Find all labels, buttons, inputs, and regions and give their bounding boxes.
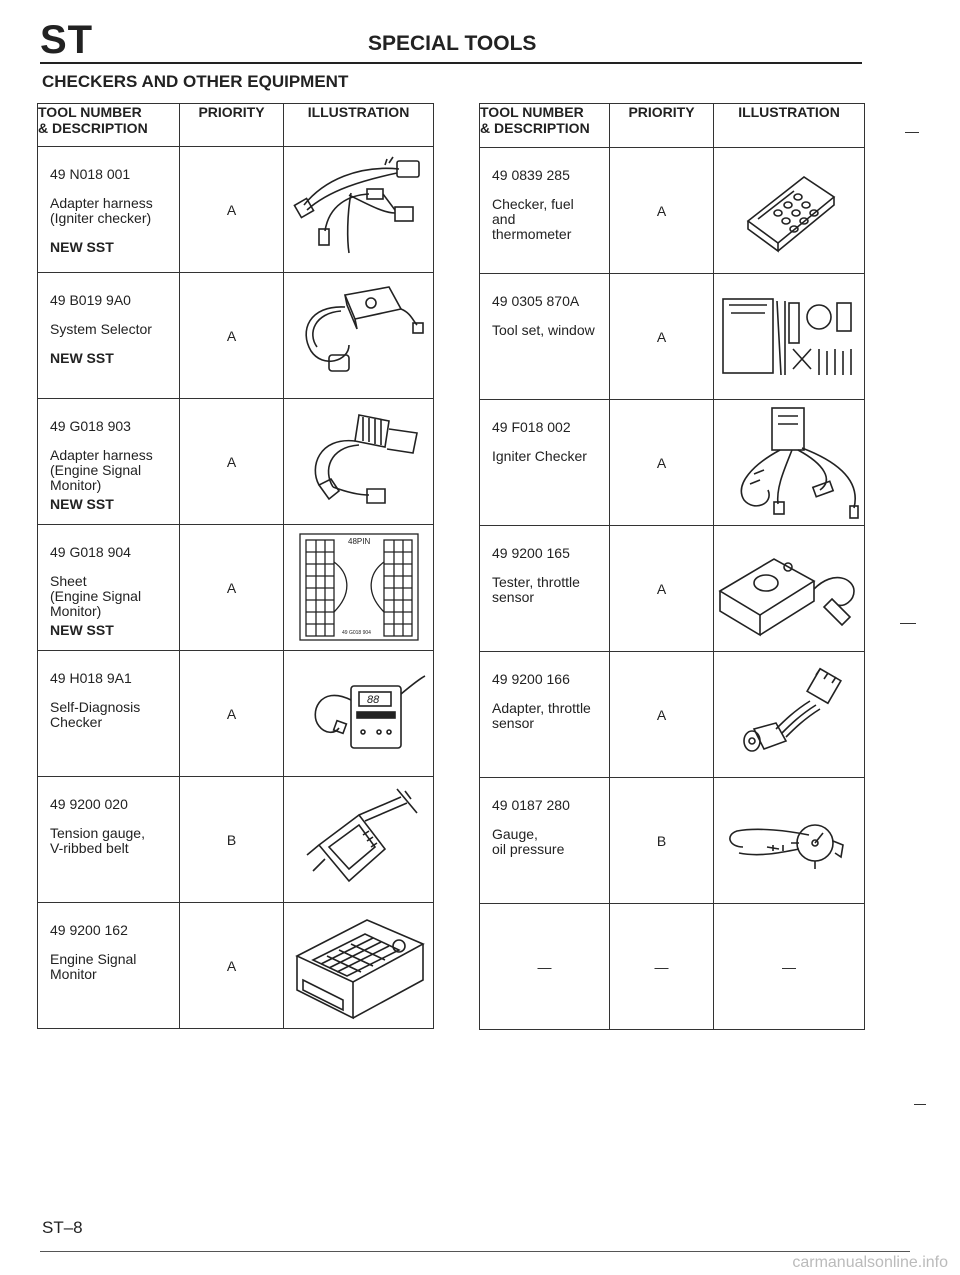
col-tool-header: TOOL NUMBER & DESCRIPTION (38, 104, 180, 147)
tool-description: Adapter harness (Engine Signal Monitor) (50, 447, 153, 493)
priority-cell: A (180, 147, 284, 273)
illustration-cell (284, 525, 434, 651)
priority-cell: B (180, 777, 284, 903)
tool-cell (38, 777, 180, 903)
col-tool-header: TOOL NUMBER & DESCRIPTION (480, 104, 610, 148)
sheet-pin-label: 48PIN (347, 536, 370, 546)
header-rule (40, 62, 862, 64)
illustration-cell (714, 652, 865, 778)
tool-description: Tool set, window (492, 322, 595, 338)
table-row (38, 399, 434, 525)
igniter-icon (714, 404, 864, 522)
tool-cell (480, 526, 610, 652)
table-row (38, 147, 434, 273)
margin-tick (905, 132, 919, 133)
illustration-cell (284, 651, 434, 777)
table-row (38, 903, 434, 1029)
tool-number: 49 H018 9A1 (50, 670, 132, 686)
empty-tool-cell: — (480, 904, 610, 1030)
priority-cell: A (610, 400, 714, 526)
lcd-readout: 88 (366, 693, 379, 706)
priority-cell: A (610, 274, 714, 400)
illustration-cell (714, 526, 865, 652)
table-row (480, 778, 865, 904)
tool-description: Adapter, throttle sensor (492, 700, 591, 731)
priority-cell: A (610, 652, 714, 778)
col-illustration-header: ILLUSTRATION (284, 104, 434, 147)
toolset-icon (719, 289, 859, 385)
watermark: carmanualsonline.info (792, 1254, 948, 1271)
page-number: ST–8 (42, 1218, 83, 1237)
right-header-row (480, 104, 865, 148)
page-title: SPECIAL TOOLS (368, 32, 537, 55)
table-row-empty (480, 904, 865, 1030)
tool-cell (38, 651, 180, 777)
illustration-cell (284, 273, 434, 399)
tool-number: 49 9200 166 (492, 671, 570, 687)
tester-icon (714, 539, 864, 639)
table-row (480, 526, 865, 652)
adapter-icon (724, 665, 854, 765)
tool-description: Self-Diagnosis Checker (50, 699, 141, 730)
harness-icon (289, 155, 429, 265)
new-sst-label: NEW SST (50, 239, 114, 255)
illustration-cell (284, 399, 434, 525)
table-row (38, 273, 434, 399)
fuel-checker-icon (734, 161, 844, 261)
tool-number: 49 G018 903 (50, 418, 131, 434)
table-row (480, 274, 865, 400)
col-priority-header: PRIORITY (180, 104, 284, 147)
illustration-cell (284, 903, 434, 1029)
tool-cell (38, 399, 180, 525)
tool-number: 49 F018 002 (492, 419, 571, 435)
new-sst-label: NEW SST (50, 496, 114, 512)
col-priority-header: PRIORITY (610, 104, 714, 148)
empty-illustration-cell: — (714, 904, 865, 1030)
tool-description: Tension gauge, V-ribbed belt (50, 825, 145, 856)
illustration-cell (284, 777, 434, 903)
empty-priority-cell: — (610, 904, 714, 1030)
tool-description: Sheet (Engine Signal Monitor) (50, 573, 142, 619)
table-row (38, 777, 434, 903)
tool-number: 49 9200 020 (50, 796, 128, 812)
tool-number: 49 9200 162 (50, 922, 128, 938)
tool-description: Tester, throttle sensor (492, 574, 580, 605)
tool-description: Adapter harness (Igniter checker) (50, 195, 153, 226)
tool-number: 49 B019 9A0 (50, 292, 131, 308)
selfdiag-icon (289, 664, 429, 764)
harness2-icon (289, 407, 429, 517)
tool-cell (480, 400, 610, 526)
priority-cell: A (180, 273, 284, 399)
tension-gauge-icon (289, 785, 429, 895)
table-row (38, 525, 434, 651)
tool-number: 49 0839 285 (492, 167, 570, 183)
gauge-icon (719, 801, 859, 881)
monitor-icon (287, 910, 431, 1022)
illustration-cell (714, 148, 865, 274)
new-sst-label: NEW SST (50, 350, 114, 366)
margin-tick (914, 1104, 926, 1105)
right-tool-table (479, 103, 865, 1030)
priority-cell: A (180, 525, 284, 651)
bottom-rule (40, 1251, 910, 1252)
priority-cell: A (180, 651, 284, 777)
tool-description: Igniter Checker (492, 448, 587, 464)
priority-cell: A (180, 903, 284, 1029)
priority-cell: A (610, 148, 714, 274)
illustration-cell (714, 400, 865, 526)
illustration-cell (714, 274, 865, 400)
priority-cell: A (180, 399, 284, 525)
tool-cell (38, 147, 180, 273)
new-sst-label: NEW SST (50, 622, 114, 638)
section-code: ST (40, 18, 94, 62)
sheet-icon (298, 532, 420, 644)
section-title: CHECKERS AND OTHER EQUIPMENT (42, 72, 349, 91)
tool-description: Checker, fuel and thermometer (492, 196, 574, 242)
tool-cell (38, 903, 180, 1029)
col-illustration-header: ILLUSTRATION (714, 104, 865, 148)
tool-cell (480, 652, 610, 778)
left-header-row (38, 104, 434, 147)
priority-cell: B (610, 778, 714, 904)
selector-icon (289, 281, 429, 391)
tool-description: Engine Signal Monitor (50, 951, 137, 982)
tool-number: 49 G018 904 (50, 544, 131, 560)
margin-tick (900, 623, 916, 624)
tool-description: System Selector (50, 321, 152, 337)
tool-cell (38, 525, 180, 651)
sheet-ref-label: 49 G018 904 (341, 629, 371, 636)
left-tool-table (37, 103, 434, 1029)
illustration-cell (284, 147, 434, 273)
illustration-cell (714, 778, 865, 904)
table-row (480, 148, 865, 274)
tool-cell (480, 274, 610, 400)
table-row (480, 652, 865, 778)
table-row (38, 651, 434, 777)
tool-description: Gauge, oil pressure (492, 826, 565, 857)
tool-cell (480, 778, 610, 904)
tool-cell (38, 273, 180, 399)
priority-cell: A (610, 526, 714, 652)
tool-number: 49 0187 280 (492, 797, 570, 813)
tool-number: 49 N018 001 (50, 166, 131, 182)
tool-number: 49 9200 165 (492, 545, 570, 561)
tool-number: 49 0305 870A (492, 293, 580, 309)
tool-cell (480, 148, 610, 274)
table-row (480, 400, 865, 526)
